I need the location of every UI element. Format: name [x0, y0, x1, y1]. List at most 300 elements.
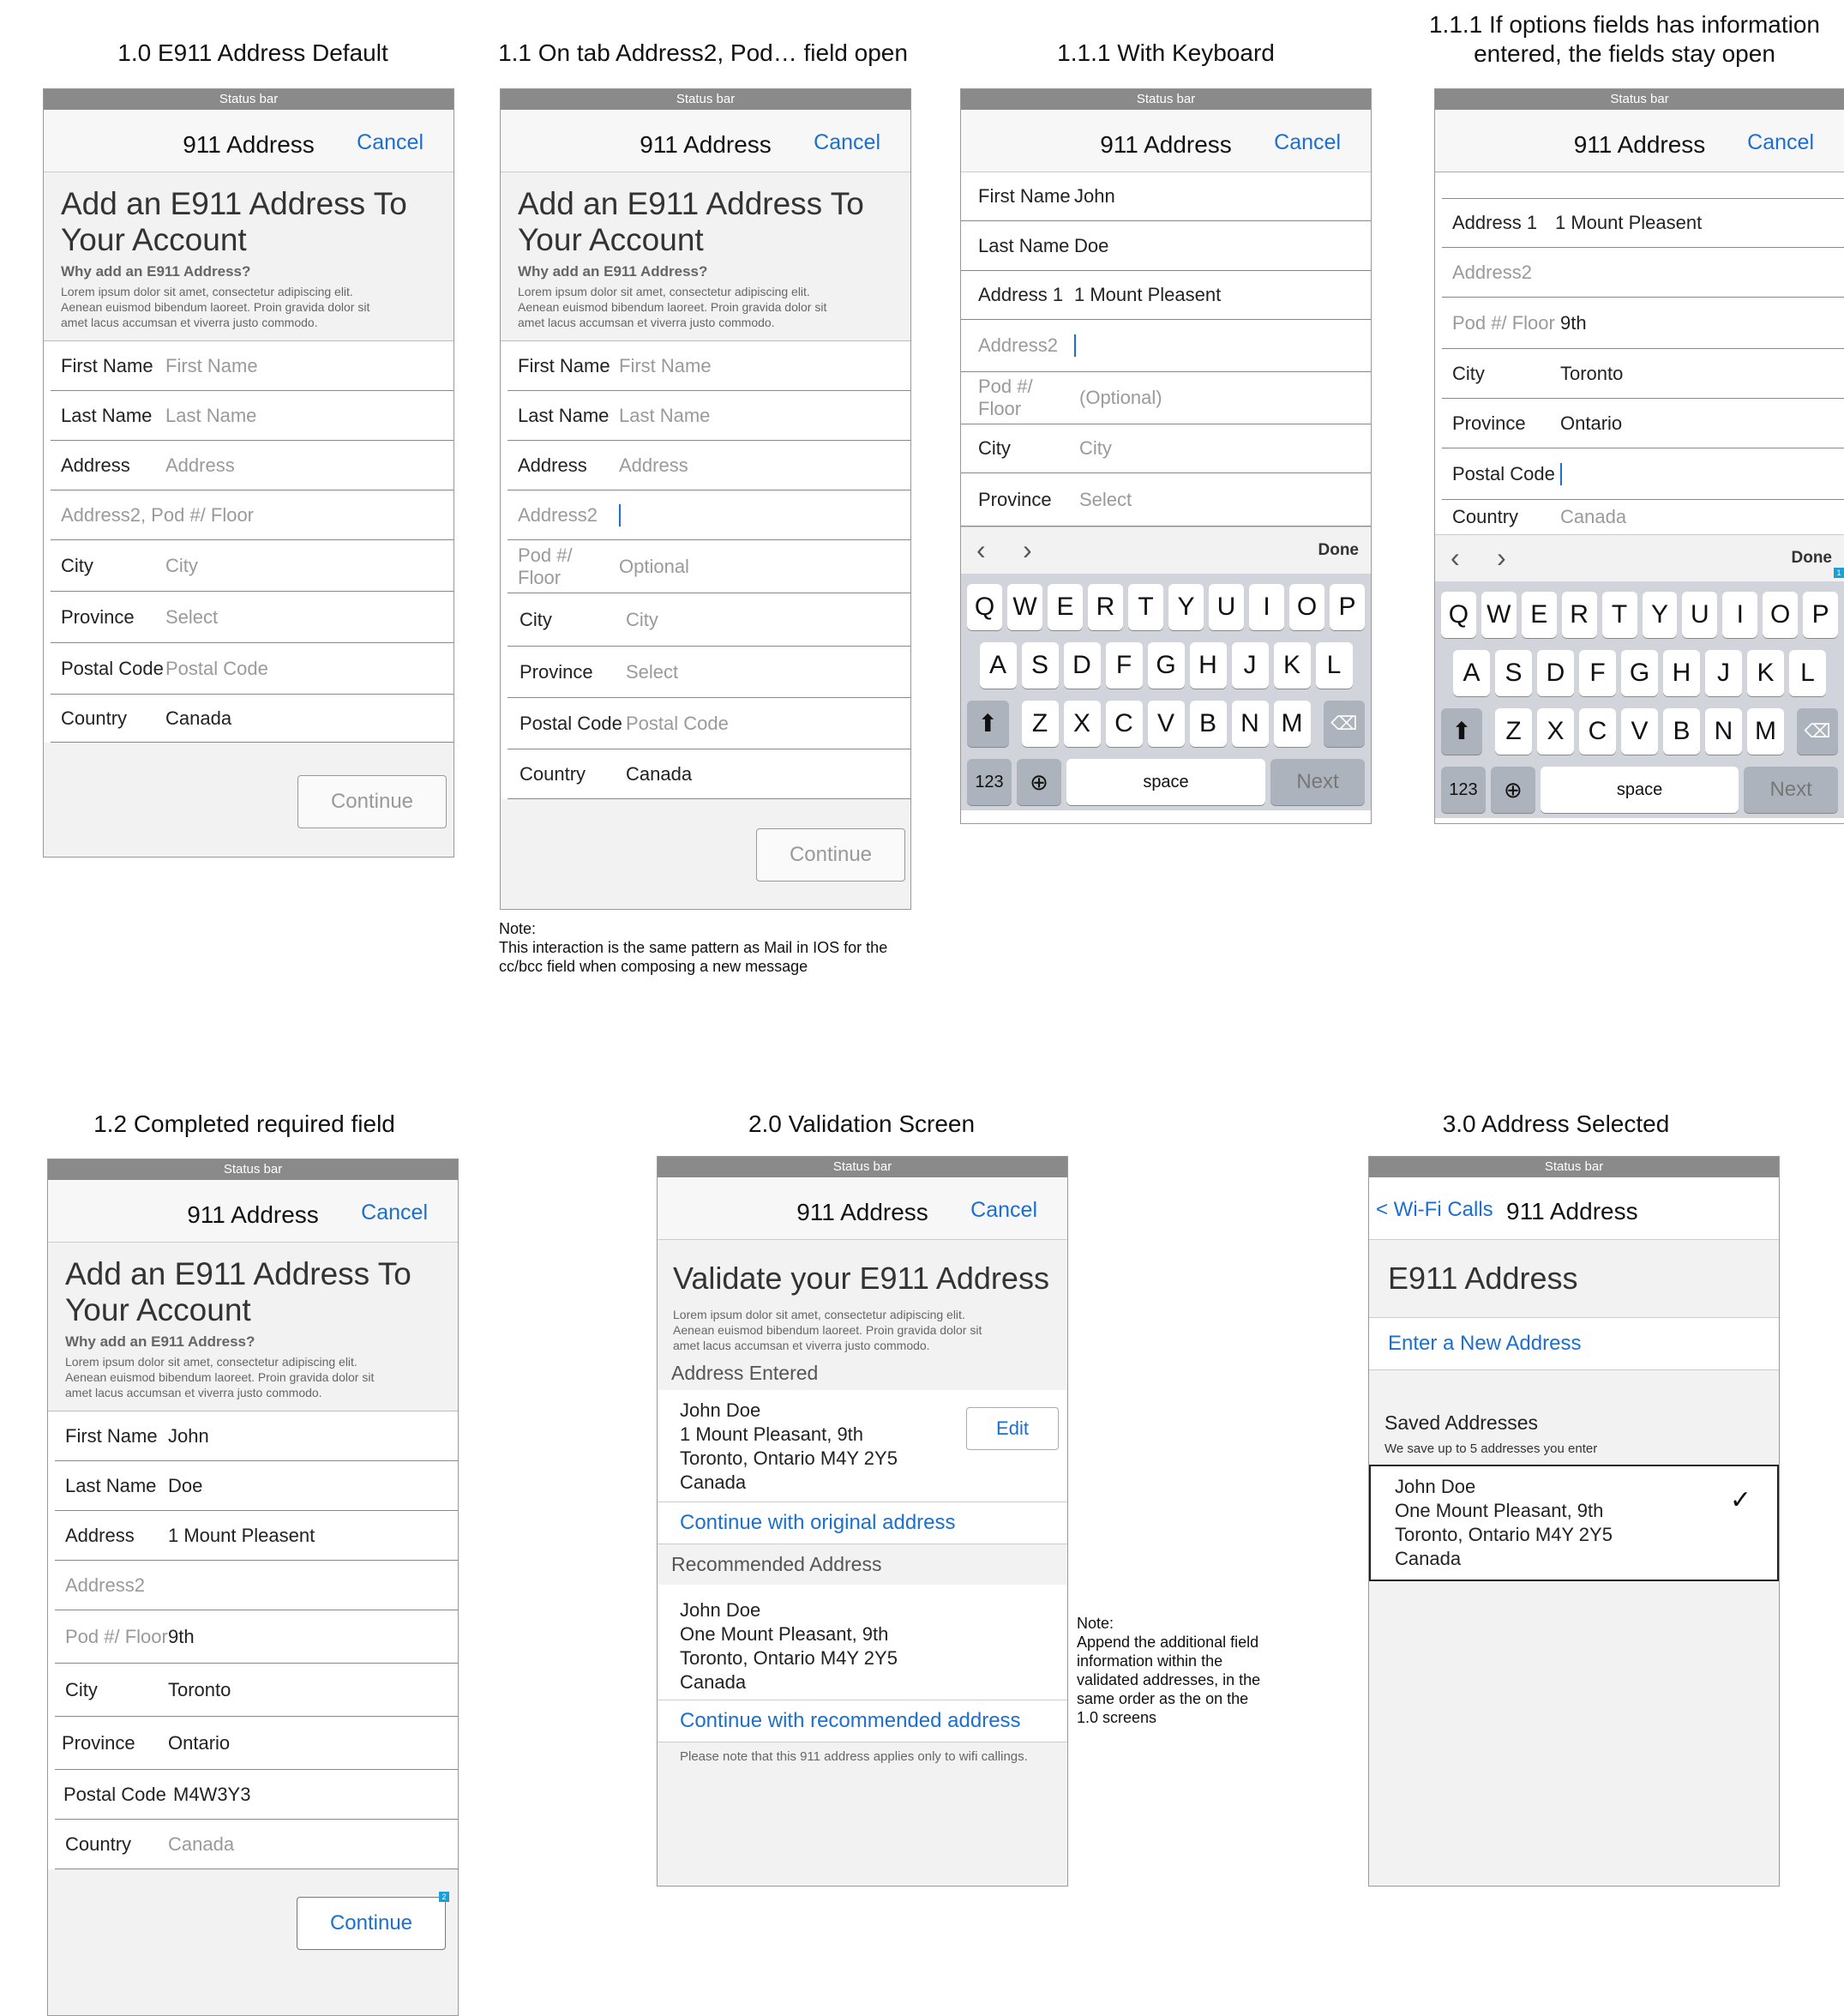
- key-i[interactable]: I: [1249, 584, 1284, 630]
- city-field[interactable]: [55, 1664, 458, 1717]
- field-label: Pod #/ Floor: [978, 376, 1033, 419]
- field-label: Last Name: [65, 1474, 157, 1496]
- key-w[interactable]: W: [1481, 592, 1517, 638]
- last-name-input[interactable]: Last Name: [165, 404, 257, 426]
- page-title: Add an E911 Address To Your Account: [65, 1256, 411, 1327]
- chevron-left-icon[interactable]: ‹: [1451, 542, 1460, 573]
- field-label: Postal Code: [1452, 462, 1555, 484]
- key-x[interactable]: X: [1064, 701, 1101, 747]
- field-label: Address 1: [978, 284, 1064, 305]
- field-label: First Name: [65, 1424, 158, 1447]
- postal-code-input[interactable]: M4W3Y3: [173, 1783, 251, 1805]
- nav-title: 911 Address: [640, 131, 772, 158]
- key-i[interactable]: I: [1722, 592, 1757, 638]
- intro: [48, 1243, 458, 1411]
- description: [673, 1307, 1052, 1353]
- key-o[interactable]: O: [1289, 584, 1324, 630]
- key-p[interactable]: P: [1330, 584, 1365, 630]
- key-h[interactable]: H: [1663, 650, 1700, 696]
- nav-title: 911 Address: [187, 1201, 319, 1228]
- cancel-button[interactable]: Cancel: [1747, 130, 1814, 154]
- key-n[interactable]: N: [1232, 701, 1269, 747]
- field-label: Pod #/ Floor: [65, 1625, 168, 1647]
- next-key[interactable]: Next: [1270, 759, 1365, 805]
- address1-input[interactable]: 1 Mount Pleasent: [1074, 284, 1222, 305]
- key-j[interactable]: J: [1232, 642, 1269, 689]
- continue-button[interactable]: Continue: [756, 828, 905, 882]
- address-input[interactable]: Address: [165, 454, 235, 476]
- annotation-badge: 2: [439, 1892, 449, 1902]
- field-label: Last Name: [518, 404, 610, 426]
- address2-field[interactable]: [55, 1561, 458, 1610]
- pod-floor-input[interactable]: 9th: [1560, 311, 1587, 334]
- address-input[interactable]: Address: [619, 454, 688, 476]
- key-l[interactable]: L: [1789, 650, 1826, 696]
- city-field[interactable]: [1442, 349, 1844, 399]
- first-name-field[interactable]: [55, 1411, 458, 1461]
- nav-bar: [501, 110, 910, 172]
- caption-1-1-1-b: [1406, 10, 1843, 69]
- lorem-line: Aenean euismod bibendum laoreet. Proin gravida dolor sit: [673, 1323, 982, 1337]
- chevron-left-icon[interactable]: ‹: [976, 534, 986, 565]
- key-l[interactable]: L: [1316, 642, 1353, 689]
- nav-bar: [48, 1180, 458, 1243]
- lorem-line: amet lacus accumsan et viverra justo commodo.: [673, 1339, 930, 1352]
- key-t[interactable]: T: [1602, 592, 1637, 638]
- last-name-field[interactable]: [55, 1461, 458, 1511]
- space-key[interactable]: space: [1066, 759, 1265, 805]
- key-y[interactable]: Y: [1168, 584, 1204, 630]
- nav-bar: [961, 110, 1371, 172]
- city-input[interactable]: City: [626, 608, 658, 630]
- key-r[interactable]: R: [1088, 584, 1123, 630]
- page-title: Validate your E911 Address: [673, 1261, 1049, 1296]
- lorem-line: Aenean euismod bibendum laoreet. Proin gravida dolor sit: [65, 1370, 375, 1384]
- province-select[interactable]: Select: [165, 605, 219, 628]
- last-name-input[interactable]: Doe: [168, 1474, 203, 1496]
- screen-1-1-1-filled: [1434, 88, 1844, 824]
- first-name-field[interactable]: [961, 172, 1371, 221]
- numbers-key[interactable]: 123: [1441, 767, 1486, 813]
- shift-key[interactable]: ⬆: [967, 701, 1009, 747]
- address-line: Canada: [680, 1471, 747, 1493]
- caption-line: 1.1.1 If options fields has information: [1428, 11, 1821, 38]
- address1-field[interactable]: [961, 271, 1371, 320]
- key-u[interactable]: U: [1209, 584, 1244, 630]
- numbers-key[interactable]: 123: [967, 759, 1012, 805]
- text-cursor: [1074, 334, 1076, 357]
- key-row-letters: [1019, 701, 1313, 747]
- space-key[interactable]: space: [1541, 767, 1739, 813]
- field-label: Address: [518, 454, 587, 476]
- why-heading: Why add an E911 Address?: [61, 263, 251, 280]
- field-label: Province: [1452, 412, 1526, 434]
- pod-floor-field[interactable]: [508, 540, 910, 593]
- recommended-address[interactable]: [658, 1585, 1067, 1700]
- note-line: information within the: [1077, 1652, 1223, 1670]
- province-field[interactable]: [51, 592, 453, 643]
- address-form: [44, 340, 453, 743]
- lorem-line: amet lacus accumsan et viverra justo commodo.: [65, 1386, 322, 1399]
- key-y[interactable]: Y: [1643, 592, 1678, 638]
- chevron-right-icon[interactable]: ›: [1023, 534, 1032, 565]
- key-t[interactable]: T: [1128, 584, 1163, 630]
- key-p[interactable]: P: [1803, 592, 1838, 638]
- last-name-field[interactable]: [51, 391, 453, 441]
- note-line: Append the additional field: [1077, 1634, 1259, 1651]
- field-label: City: [978, 437, 1011, 459]
- lorem-line: Lorem ipsum dolor sit amet, consectetur adipiscing elit.: [518, 285, 810, 298]
- province-field[interactable]: [55, 1717, 458, 1770]
- field-label: City: [1452, 362, 1485, 384]
- key-row: [964, 759, 1367, 805]
- first-name-field[interactable]: [508, 341, 910, 391]
- key-a[interactable]: A: [980, 642, 1017, 689]
- saved-header: Saved Addresses: [1385, 1411, 1539, 1434]
- key-u[interactable]: U: [1682, 592, 1717, 638]
- postal-code-field[interactable]: [1442, 448, 1844, 500]
- cancel-button[interactable]: Cancel: [1274, 130, 1341, 154]
- lorem-line: Lorem ipsum dolor sit amet, consectetur adipiscing elit.: [61, 285, 353, 298]
- saved-subheader: We save up to 5 addresses you enter: [1385, 1441, 1598, 1456]
- annotation-badge: 1: [1834, 568, 1844, 578]
- keyboard-toolbar: [961, 527, 1371, 574]
- postal-code-field[interactable]: [51, 643, 453, 695]
- country-select[interactable]: Canada: [165, 707, 232, 729]
- address-form: [48, 1411, 458, 1869]
- status-bar: Status bar: [658, 1157, 1067, 1177]
- text-cursor: [619, 504, 621, 527]
- last-name-input[interactable]: Last Name: [619, 404, 711, 426]
- address2-field[interactable]: [508, 490, 910, 540]
- city-input[interactable]: City: [165, 554, 198, 576]
- last-name-field[interactable]: [508, 391, 910, 441]
- address2-field[interactable]: [1442, 248, 1844, 298]
- nav-title: 911 Address: [1573, 131, 1706, 158]
- key-h[interactable]: H: [1190, 642, 1227, 689]
- field-label: Postal Code: [63, 1783, 166, 1805]
- province-select[interactable]: Select: [626, 660, 679, 683]
- last-name-field[interactable]: [961, 221, 1371, 271]
- next-key[interactable]: Next: [1744, 767, 1838, 813]
- caption-1-0: 1.0 E911 Address Default: [117, 39, 388, 66]
- screen-2-0: [657, 1156, 1068, 1887]
- keyboard: [1435, 581, 1844, 818]
- field-label: Postal Code: [61, 657, 164, 679]
- shift-key[interactable]: ⬆: [1441, 708, 1482, 755]
- lorem-line: Aenean euismod bibendum laoreet. Proin gravida dolor sit: [518, 300, 827, 314]
- postal-code-input[interactable]: Postal Code: [165, 657, 268, 679]
- key-n[interactable]: N: [1705, 708, 1742, 755]
- key-m[interactable]: M: [1274, 701, 1311, 747]
- key-o[interactable]: O: [1763, 592, 1798, 638]
- continue-original-link[interactable]: Continue with original address: [658, 1501, 1067, 1544]
- first-name-input[interactable]: First Name: [165, 354, 258, 376]
- field-label: Last Name: [61, 404, 153, 426]
- field-label: Country: [1452, 506, 1519, 527]
- nav-bar: [44, 110, 453, 172]
- enter-new-address-link[interactable]: Enter a New Address: [1369, 1318, 1779, 1370]
- address-line: 1 Mount Pleasant, 9th: [680, 1423, 864, 1445]
- country-select[interactable]: Canada: [626, 762, 693, 785]
- description: [65, 1354, 441, 1400]
- field-label: Address2: [1452, 261, 1532, 283]
- continue-button[interactable]: Continue: [297, 1897, 446, 1950]
- note-line: validated addresses, in the: [1077, 1671, 1261, 1688]
- province-select[interactable]: Select: [1079, 488, 1132, 510]
- address2-field[interactable]: [961, 320, 1371, 372]
- address-line: Canada: [680, 1671, 747, 1693]
- city-field[interactable]: [51, 540, 453, 592]
- country-field[interactable]: [51, 695, 453, 743]
- address-field[interactable]: [51, 441, 453, 490]
- key-x[interactable]: X: [1537, 708, 1574, 755]
- field-label: Pod #/ Floor: [518, 544, 573, 588]
- key-row: [964, 701, 1367, 747]
- lorem-line: amet lacus accumsan et viverra justo commodo.: [518, 316, 775, 329]
- globe-icon[interactable]: ⊕: [1491, 767, 1535, 813]
- key-z[interactable]: Z: [1022, 701, 1059, 747]
- key-r[interactable]: R: [1562, 592, 1597, 638]
- address2-pod-input[interactable]: Address2, Pod #/ Floor: [61, 503, 255, 526]
- province-select[interactable]: Ontario: [168, 1731, 231, 1754]
- field-label: First Name: [518, 354, 610, 376]
- chevron-right-icon[interactable]: ›: [1497, 542, 1506, 573]
- postal-code-field[interactable]: [508, 698, 910, 749]
- field-label: Pod #/ Floor: [1452, 311, 1555, 334]
- province-field[interactable]: [508, 647, 910, 698]
- key-d[interactable]: D: [1537, 650, 1574, 696]
- note-line: This interaction is the same pattern as Mail in IOS for the: [499, 939, 888, 956]
- address-form: [501, 340, 910, 799]
- field-label: Last Name: [978, 234, 1070, 256]
- key-q[interactable]: Q: [967, 584, 1002, 630]
- pod-floor-field[interactable]: [55, 1610, 458, 1664]
- city-input[interactable]: Toronto: [168, 1678, 231, 1700]
- pod-floor-field[interactable]: [1442, 298, 1844, 349]
- key-d[interactable]: D: [1064, 642, 1101, 689]
- nav-title: 911 Address: [183, 131, 315, 158]
- last-name-input[interactable]: Doe: [1074, 234, 1109, 256]
- text-cursor: [1560, 463, 1562, 485]
- continue-recommended-link[interactable]: Continue with recommended address: [658, 1700, 1067, 1742]
- lorem-line: amet lacus accumsan et viverra justo commodo.: [61, 316, 318, 329]
- page-title: Add an E911 Address To Your Account: [518, 186, 864, 257]
- saved-section-header: [1369, 1370, 1779, 1465]
- field-label: Province: [62, 1731, 135, 1754]
- entered-header: Address Entered: [658, 1357, 1067, 1390]
- page-title: E911 Address: [1369, 1240, 1779, 1318]
- province-field[interactable]: [961, 473, 1371, 527]
- field-label: First Name: [978, 185, 1071, 207]
- address1-field[interactable]: [1442, 198, 1844, 248]
- cancel-button[interactable]: Cancel: [357, 130, 423, 154]
- first-name-input[interactable]: First Name: [619, 354, 712, 376]
- back-button[interactable]: < Wi-Fi Calls: [1376, 1198, 1493, 1221]
- address-line: John Doe: [1395, 1476, 1476, 1497]
- lorem-line: Lorem ipsum dolor sit amet, consectetur adipiscing elit.: [673, 1308, 965, 1321]
- address2-pod-field[interactable]: [51, 490, 453, 540]
- continue-button[interactable]: Continue: [297, 775, 447, 828]
- address-form: [1435, 172, 1844, 534]
- key-j[interactable]: J: [1705, 650, 1742, 696]
- key-c[interactable]: C: [1106, 701, 1143, 747]
- pod-floor-input[interactable]: 9th: [168, 1625, 195, 1647]
- saved-address-item[interactable]: [1369, 1465, 1779, 1581]
- address-line: Toronto, Ontario M4Y 2Y5: [680, 1647, 898, 1669]
- country-field[interactable]: [55, 1820, 458, 1869]
- checkmark-icon: ✓: [1729, 1486, 1751, 1514]
- first-name-input[interactable]: John: [168, 1424, 209, 1447]
- note-line: same order as the on the: [1077, 1690, 1249, 1707]
- caption-line: entered, the fields stay open: [1474, 40, 1775, 67]
- description: [61, 284, 436, 330]
- field-label: Province: [520, 660, 593, 683]
- key-f[interactable]: F: [1106, 642, 1143, 689]
- note-mail-pattern: [499, 919, 945, 976]
- edit-button[interactable]: Edit: [966, 1407, 1059, 1450]
- key-a[interactable]: A: [1453, 650, 1490, 696]
- cancel-button[interactable]: Cancel: [970, 1198, 1037, 1222]
- address1-input[interactable]: 1 Mount Pleasent: [1555, 212, 1703, 233]
- field-label: Address2: [65, 1574, 145, 1596]
- key-row: [1439, 708, 1841, 755]
- note-append-fields: [1077, 1614, 1300, 1727]
- intro: [44, 172, 453, 340]
- caption-1-1: 1.1 On tab Address2, Pod… field open: [498, 39, 908, 66]
- key-s[interactable]: S: [1022, 642, 1059, 689]
- note-line: 1.0 screens: [1077, 1709, 1157, 1726]
- first-name-field[interactable]: [51, 341, 453, 391]
- status-bar: Status bar: [44, 89, 453, 110]
- why-heading: Why add an E911 Address?: [518, 263, 708, 280]
- key-g[interactable]: G: [1148, 642, 1185, 689]
- nav-title: 911 Address: [1506, 1198, 1638, 1225]
- key-v[interactable]: V: [1621, 708, 1658, 755]
- country-field[interactable]: [508, 749, 910, 799]
- cancel-button[interactable]: Cancel: [361, 1201, 428, 1225]
- address-field[interactable]: [55, 1511, 458, 1561]
- status-bar: Status bar: [1369, 1157, 1779, 1177]
- note-title: Note:: [499, 920, 537, 937]
- field-label: Province: [61, 605, 135, 628]
- key-m[interactable]: M: [1747, 708, 1784, 755]
- first-name-input[interactable]: John: [1074, 185, 1115, 207]
- address-field[interactable]: [508, 441, 910, 490]
- key-e[interactable]: E: [1048, 584, 1083, 630]
- nav-title: 911 Address: [1100, 131, 1232, 158]
- status-bar: Status bar: [48, 1159, 458, 1180]
- city-field[interactable]: [508, 593, 910, 647]
- key-row: [964, 584, 1367, 630]
- status-bar: Status bar: [1435, 89, 1844, 110]
- status-bar: Status bar: [961, 89, 1371, 110]
- screen-1-0: [43, 88, 454, 858]
- field-label: Postal Code: [520, 712, 622, 734]
- field-label: Address: [65, 1524, 135, 1546]
- done-button[interactable]: Done: [1791, 549, 1832, 567]
- disclaimer: Please note that this 911 address applies only to wifi callings.: [680, 1749, 1028, 1764]
- nav-bar: [1369, 1177, 1779, 1240]
- address-form: [961, 172, 1371, 527]
- key-b[interactable]: B: [1663, 708, 1700, 755]
- pod-floor-field[interactable]: [961, 372, 1371, 424]
- field-label: Address2: [978, 334, 1058, 356]
- key-q[interactable]: Q: [1441, 592, 1476, 638]
- field-label: Address: [61, 454, 130, 476]
- key-c[interactable]: C: [1579, 708, 1616, 755]
- city-input[interactable]: Toronto: [1560, 362, 1624, 384]
- nav-bar: [1435, 110, 1844, 172]
- city-input[interactable]: City: [1079, 437, 1112, 459]
- province-select[interactable]: Ontario: [1560, 412, 1623, 434]
- field-label: Country: [520, 762, 586, 785]
- status-bar: Status bar: [501, 89, 910, 110]
- keyboard-toolbar: [1435, 534, 1844, 581]
- key-s[interactable]: S: [1495, 650, 1532, 696]
- field-label: Address2: [518, 503, 598, 526]
- key-w[interactable]: W: [1007, 584, 1042, 630]
- screen-1-2: [47, 1158, 459, 2016]
- key-k[interactable]: K: [1747, 650, 1784, 696]
- caption-2-0: 2.0 Validation Screen: [748, 1110, 976, 1137]
- key-row: [964, 642, 1367, 689]
- key-row: [1439, 650, 1841, 696]
- country-select[interactable]: Canada: [1560, 506, 1627, 527]
- key-e[interactable]: E: [1522, 592, 1557, 638]
- country-field[interactable]: [1442, 500, 1844, 534]
- country-select[interactable]: Canada: [168, 1832, 235, 1855]
- why-heading: Why add an E911 Address?: [65, 1333, 255, 1350]
- key-g[interactable]: G: [1621, 650, 1658, 696]
- caption-1-1-1: 1.1.1 With Keyboard: [1057, 39, 1275, 66]
- intro: [501, 172, 910, 340]
- key-k[interactable]: K: [1274, 642, 1311, 689]
- postal-code-field[interactable]: [55, 1770, 458, 1820]
- address-line: One Mount Pleasant, 9th: [680, 1623, 889, 1645]
- postal-code-input[interactable]: Postal Code: [626, 712, 729, 734]
- key-row: [1439, 767, 1841, 813]
- address-input[interactable]: 1 Mount Pleasent: [168, 1524, 315, 1546]
- cancel-button[interactable]: Cancel: [814, 130, 880, 154]
- key-b[interactable]: B: [1190, 701, 1227, 747]
- address-line: Canada: [1395, 1548, 1462, 1569]
- pod-floor-input[interactable]: (Optional): [1079, 387, 1162, 408]
- field-label: Country: [65, 1832, 132, 1855]
- backspace-icon[interactable]: ⌫: [1797, 708, 1838, 755]
- field-label: City: [520, 608, 552, 630]
- screen-1-1: [500, 88, 911, 910]
- field-label: City: [61, 554, 93, 576]
- backspace-icon[interactable]: ⌫: [1324, 701, 1366, 747]
- key-f[interactable]: F: [1579, 650, 1616, 696]
- globe-icon[interactable]: ⊕: [1017, 759, 1061, 805]
- keyboard: [961, 574, 1371, 810]
- field-label: Province: [978, 488, 1052, 510]
- field-label: Country: [61, 707, 128, 729]
- note-line: cc/bcc field when composing a new message: [499, 958, 808, 975]
- recommended-header: Recommended Address: [658, 1544, 1067, 1585]
- province-field[interactable]: [1442, 399, 1844, 448]
- city-field[interactable]: [961, 424, 1371, 473]
- address-line: John Doe: [680, 1399, 761, 1421]
- pod-floor-input[interactable]: Optional: [619, 555, 689, 577]
- field-label: Address 1: [1452, 212, 1538, 233]
- key-z[interactable]: Z: [1495, 708, 1532, 755]
- key-v[interactable]: V: [1148, 701, 1185, 747]
- done-button[interactable]: Done: [1318, 541, 1359, 559]
- screen-3-0: [1368, 1156, 1780, 1887]
